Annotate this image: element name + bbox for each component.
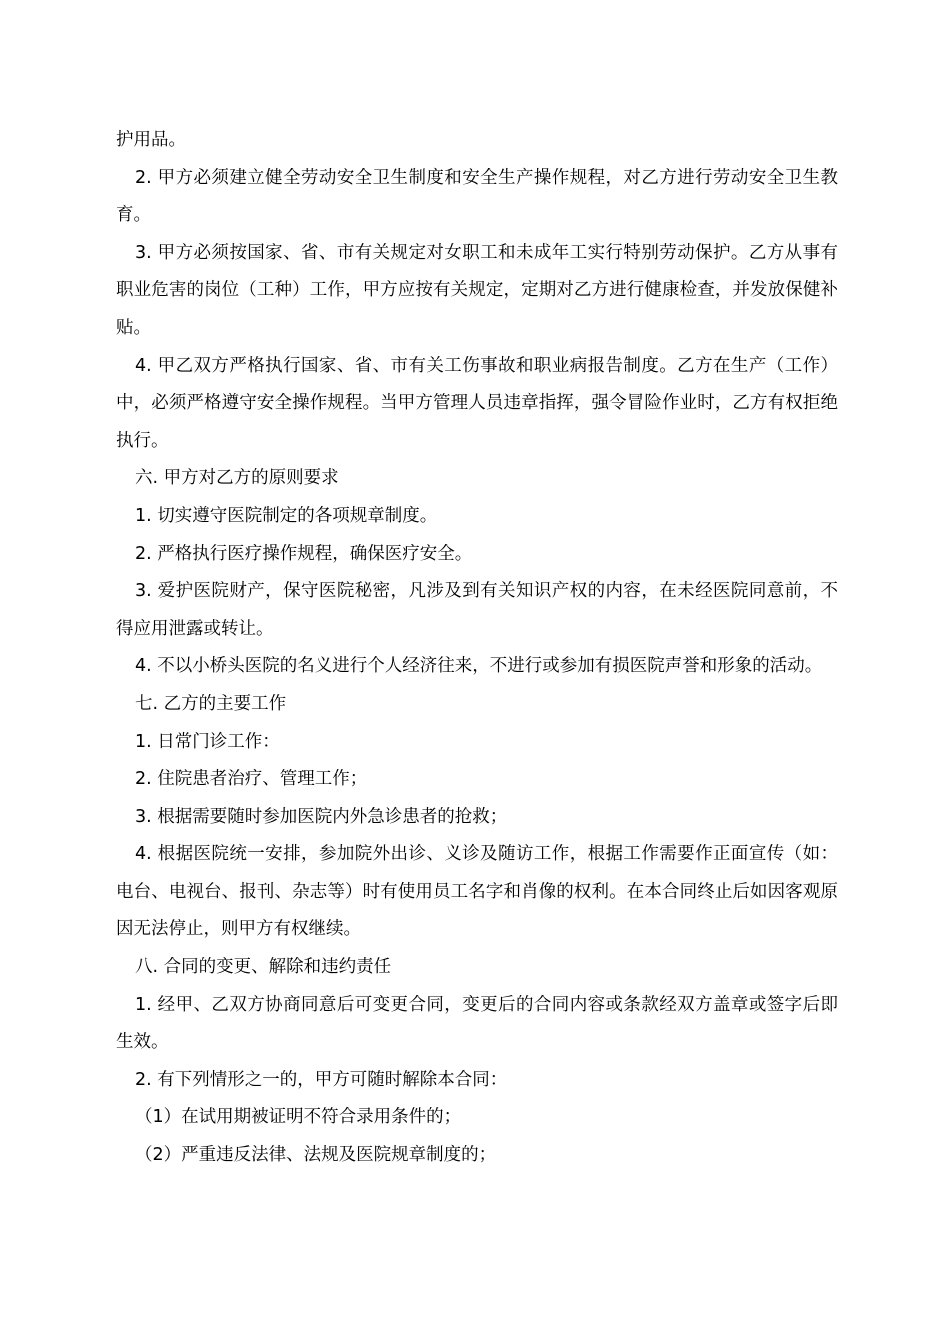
paragraph-item: 2. 严格执行医疗操作规程，确保医疗安全。 [135,543,473,564]
paragraph-item: 3. 甲方必须按国家、省、市有关规定对女职工和未成年工实行特别劳动保护。乙方从事有职业危害的岗位（工种）工作，甲方应按有关规定，定期对乙方进行健康检查，并发放保健补贴。 [116,242,838,338]
paragraph-item: 1. 日常门诊工作： [135,731,280,752]
paragraph-subitem: （1）在试用期被证明不符合录用条件的； [135,1107,462,1128]
paragraph-item: 4. 根据医院统一安排，参加院外出诊、义诊及随访工作，根据工作需要作正面宣传（如：电台、电视台、报刊、杂志等）时有使用员工名字和肖像的权利。在本合同终止后如因客观原因无法停止，则甲方有权继续。 [116,844,838,940]
paragraph-item: 1. 切实遵守医院制定的各项规章制度。 [135,505,438,526]
section-heading: 八. 合同的变更、解除和违约责任 [135,957,392,978]
paragraph-item: 2. 甲方必须建立健全劳动安全卫生制度和安全生产操作规程，对乙方进行劳动安全卫生教育。 [116,167,838,226]
paragraph-item: 2. 有下列情形之一的，甲方可随时解除本合同： [135,1069,508,1090]
paragraph-item: 3. 爱护医院财产，保守医院秘密，凡涉及到有关知识产权的内容，在未经医院同意前，不得应用泄露或转让。 [116,581,838,639]
document-body [116,122,838,1175]
paragraph-continuation: 护用品。 [116,130,186,150]
section-heading: 六. 甲方对乙方的原则要求 [135,468,339,489]
paragraph-subitem: （2）严重违反法律、法规及医院规章制度的； [135,1145,497,1166]
paragraph-item: 4. 甲乙双方严格执行国家、省、市有关工伤事故和职业病报告制度。乙方在生产（工作）中，必须严格遵守安全操作规程。当甲方管理人员违章指挥，强令冒险作业时，乙方有权拒绝执行。 [116,355,838,451]
paragraph-item: 2. 住院患者治疗、管理工作； [135,769,368,790]
paragraph-item: 4. 不以小桥头医院的名义进行个人经济往来，不进行或参加有损医院声誉和形象的活动。 [135,656,823,677]
paragraph-item: 1. 经甲、乙双方协商同意后可变更合同，变更后的合同内容或条款经双方盖章或签字后即生效。 [116,994,838,1053]
paragraph-item: 3. 根据需要随时参加医院内外急诊患者的抢救； [135,806,508,827]
section-heading: 七. 乙方的主要工作 [135,693,287,714]
